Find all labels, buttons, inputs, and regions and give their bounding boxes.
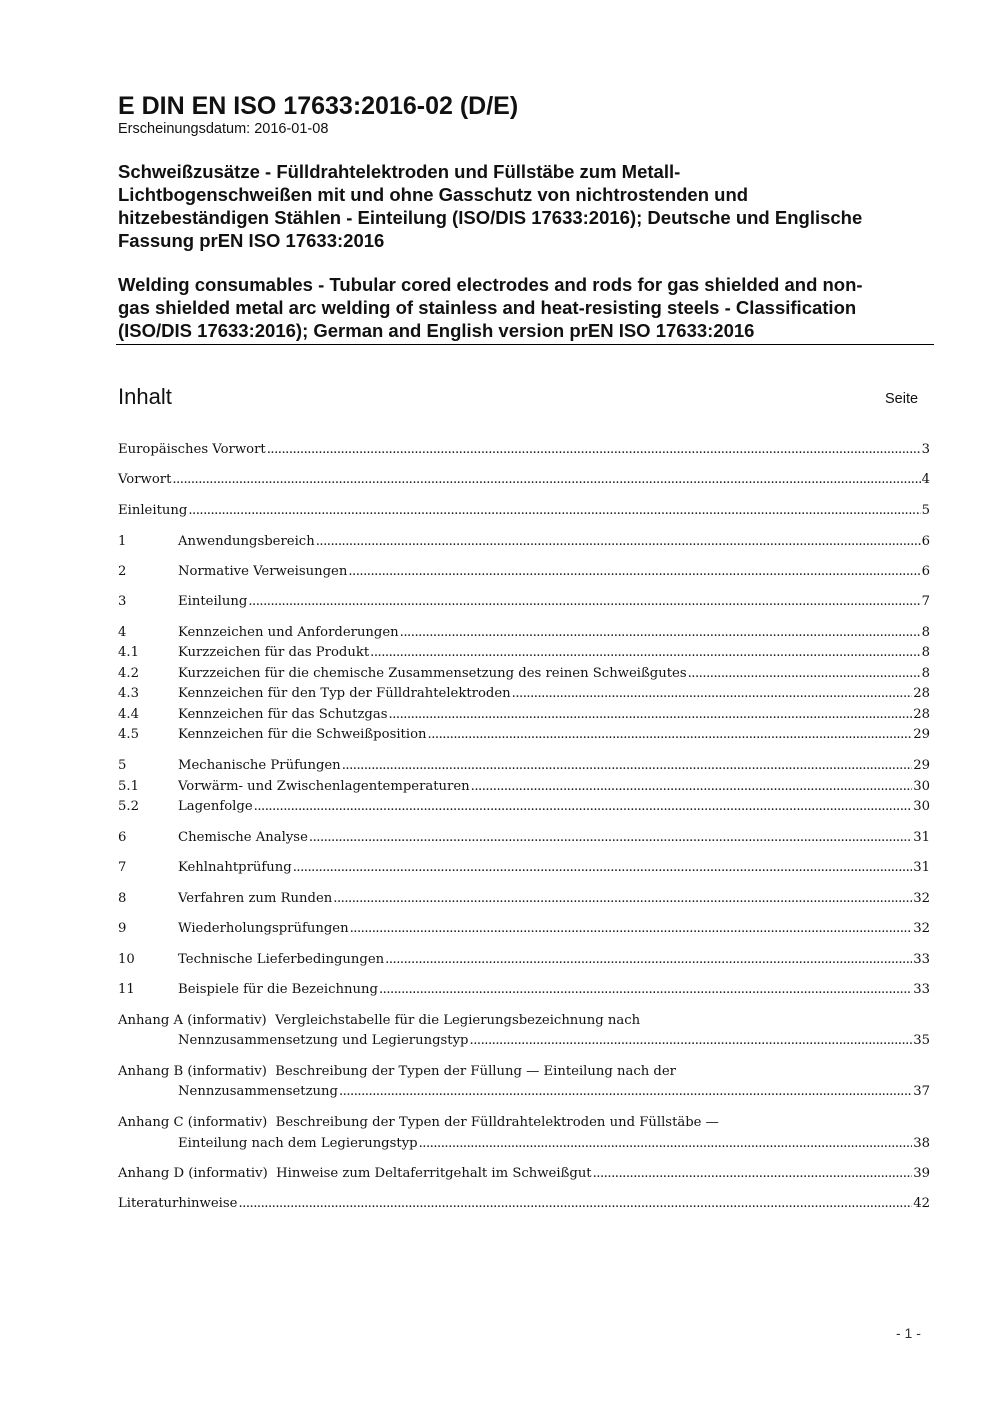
toc-annex-entry[interactable] — [118, 1011, 930, 1031]
toc-leader — [350, 919, 913, 939]
toc-entry-number: 4 — [118, 625, 127, 640]
toc-entry-page: 33 — [913, 952, 930, 967]
toc-entry-number: 4.5 — [118, 727, 139, 742]
toc-entry-number: 7 — [118, 860, 127, 875]
toc-entry-title: Technische Lieferbedingungen — [178, 952, 385, 967]
toc-entry[interactable] — [118, 980, 930, 1000]
toc-annex-prefix: Anhang A (informativ) — [118, 1013, 267, 1028]
toc-entry-title: Kennzeichen und Anforderungen — [178, 625, 399, 640]
toc-entry-title: Vorwort — [118, 472, 172, 487]
toc-entry-number: 4.1 — [118, 645, 139, 660]
toc-annex-title-cont: Einteilung nach dem Legierungstyp — [178, 1136, 418, 1151]
toc-entry-title: Verfahren zum Runden — [178, 891, 333, 906]
toc-entry-title: Kennzeichen für die Schweißposition — [178, 727, 427, 742]
toc-entry-title: Kennzeichen für den Typ der Fülldrahtelektroden — [178, 686, 511, 701]
toc-entry[interactable] — [118, 684, 930, 704]
toc-entry-number: 8 — [118, 891, 127, 906]
toc-entry-number: 6 — [118, 830, 127, 845]
toc-entry-page: 35 — [913, 1033, 930, 1048]
toc-entry[interactable] — [118, 532, 930, 552]
toc-leader — [293, 858, 913, 878]
toc-entry-page: 39 — [913, 1166, 930, 1181]
title-german — [118, 160, 948, 252]
toc-entry-number: 10 — [118, 952, 135, 967]
toc-entry-page: 6 — [921, 564, 930, 579]
toc-entry[interactable] — [118, 889, 930, 909]
toc-annex-prefix: Anhang B (informativ) — [118, 1064, 267, 1079]
toc-leader — [379, 980, 912, 1000]
toc-leader — [333, 889, 912, 909]
toc-entry-title: Kurzzeichen für die chemische Zusammensetzung des reinen Schweißgutes — [178, 666, 687, 681]
page-number: - 1 - — [896, 1325, 921, 1341]
toc-entry-page: 29 — [913, 727, 930, 742]
toc-annex-prefix: Anhang D (informativ) — [118, 1166, 268, 1181]
publication-date: Erscheinungsdatum: 2016-01-08 — [118, 121, 329, 137]
toc-page-label: Seite — [885, 391, 919, 407]
toc-annex-title: Beschreibung der Typen der Fülldrahtelektroden und Füllstäbe — — [275, 1115, 719, 1130]
title-english-line: (ISO/DIS 17633:2016); German and English version prEN ISO 17633:2016 — [118, 320, 755, 341]
toc-entry-page: 31 — [913, 860, 930, 875]
toc-entry-number: 9 — [118, 921, 127, 936]
toc-entry-page: 7 — [921, 594, 930, 609]
toc-entry-title: Beispiele für die Bezeichnung — [178, 982, 378, 997]
toc-entry[interactable] — [118, 756, 930, 776]
toc-entry-page: 32 — [913, 921, 930, 936]
toc-leader — [400, 623, 921, 643]
toc-entry-page: 8 — [921, 666, 930, 681]
toc-entry-title: Literaturhinweise — [118, 1196, 238, 1211]
title-english-line: Welding consumables - Tubular cored electrodes and rods for gas shielded and non- — [118, 274, 863, 295]
toc-leader — [419, 1134, 913, 1154]
toc-entry[interactable] — [118, 950, 930, 970]
toc-leader — [385, 950, 912, 970]
toc-entry-number: 5 — [118, 758, 127, 773]
toc-entry-title: Lagenfolge — [178, 799, 253, 814]
toc-entry-page: 38 — [913, 1136, 930, 1151]
toc-entry[interactable] — [118, 919, 930, 939]
toc-leader — [238, 1194, 912, 1214]
toc-entry-number: 11 — [118, 982, 135, 997]
toc-entry-title: Einteilung — [178, 594, 248, 609]
toc-entry[interactable] — [118, 705, 930, 725]
toc-heading: Inhalt — [118, 384, 172, 409]
toc-entry[interactable] — [118, 562, 930, 582]
toc-entry-number: 4.2 — [118, 666, 139, 681]
toc-entry-title: Chemische Analyse — [178, 830, 308, 845]
title-german-line: Schweißzusätze - Fülldrahtelektroden und Füllstäbe zum Metall- — [118, 161, 681, 182]
toc-annex-continuation[interactable] — [178, 1082, 930, 1102]
toc-annex-title: Beschreibung der Typen der Füllung — Einteilung nach der — [275, 1064, 676, 1079]
toc-entry[interactable] — [118, 643, 930, 663]
toc-leader — [172, 470, 920, 490]
toc-annex-entry[interactable] — [118, 1113, 930, 1133]
toc-leader — [188, 501, 920, 521]
toc-entry-page: 6 — [921, 534, 930, 549]
toc-entry-title: Kehlnahtprüfung — [178, 860, 292, 875]
toc-annex-title-cont: Nennzusammensetzung und Legierungstyp — [178, 1033, 469, 1048]
toc-entry-title: Wiederholungsprüfungen — [178, 921, 349, 936]
toc-entry-title: Einleitung — [118, 503, 188, 518]
toc-entry-page: 3 — [921, 442, 930, 457]
toc-leader — [267, 440, 921, 460]
toc-entry-number: 4.4 — [118, 707, 139, 722]
toc-annex-title-cont: Nennzusammensetzung — [178, 1084, 338, 1099]
toc-entry-page: 30 — [913, 779, 930, 794]
toc-entry-page: 32 — [913, 891, 930, 906]
toc-entry-title: Mechanische Prüfungen — [178, 758, 341, 773]
toc-annex-title: Hinweise zum Deltaferritgehalt im Schweißgut — [276, 1166, 592, 1181]
toc-entry-number: 5.2 — [118, 799, 139, 814]
toc-annex-prefix: Anhang C (informativ) — [118, 1115, 268, 1130]
toc-entry-page: 8 — [921, 625, 930, 640]
title-english — [118, 273, 948, 342]
toc-entry-number: 4.3 — [118, 686, 139, 701]
toc-leader — [342, 756, 913, 776]
toc-leader — [339, 1082, 912, 1102]
toc-entry-page: 5 — [921, 503, 930, 518]
toc-leader — [316, 532, 921, 552]
toc-entry[interactable] — [118, 440, 930, 460]
toc-entry-number: 3 — [118, 594, 127, 609]
toc-entry[interactable] — [118, 777, 930, 797]
toc-annex-title: Vergleichstabelle für die Legierungsbezeichnung nach — [275, 1013, 641, 1028]
toc-leader — [688, 664, 921, 684]
toc-entry-title: Europäisches Vorwort — [118, 442, 266, 457]
toc-entry-page: 37 — [913, 1084, 930, 1099]
toc-entry[interactable] — [118, 664, 930, 684]
toc-entry[interactable] — [118, 725, 930, 745]
toc-entry[interactable] — [118, 501, 930, 521]
toc-annex-continuation[interactable] — [178, 1134, 930, 1154]
toc-leader — [248, 592, 920, 612]
toc-entry-page: 29 — [913, 758, 930, 773]
title-german-line: hitzebeständigen Stählen - Einteilung (ISO/DIS 17633:2016); Deutsche und Englische — [118, 207, 863, 228]
toc-entry-page: 31 — [913, 830, 930, 845]
title-german-line: Fassung prEN ISO 17633:2016 — [118, 230, 385, 251]
toc-entry-page: 33 — [913, 982, 930, 997]
toc-entry-page: 28 — [913, 686, 930, 701]
toc-entry-page: 28 — [913, 707, 930, 722]
toc-annex-continuation[interactable] — [178, 1031, 930, 1051]
toc-leader — [470, 1031, 913, 1051]
toc-leader — [370, 643, 920, 663]
title-english-line: gas shielded metal arc welding of stainless and heat-resisting steels - Classification — [118, 297, 857, 318]
toc-entry-page: 42 — [913, 1196, 930, 1211]
toc-annex-entry[interactable] — [118, 1062, 930, 1082]
toc-entry[interactable] — [118, 858, 930, 878]
toc-entry-title: Kennzeichen für das Schutzgas — [178, 707, 388, 722]
toc-leader — [348, 562, 920, 582]
toc-entry-page: 8 — [921, 645, 930, 660]
toc-entry-title: Vorwärm- und Zwischenlagentemperaturen — [178, 779, 470, 794]
toc-leader — [428, 725, 913, 745]
toc-entry[interactable] — [118, 623, 930, 643]
toc-entry[interactable] — [118, 828, 930, 848]
toc-leader — [593, 1164, 913, 1184]
toc-entry-number: 5.1 — [118, 779, 139, 794]
toc-entry-number: 2 — [118, 564, 127, 579]
toc-entry-title: Anwendungsbereich — [178, 534, 315, 549]
toc-entry[interactable] — [118, 470, 930, 490]
toc-leader — [309, 828, 912, 848]
toc-entry-page: 30 — [913, 799, 930, 814]
toc-annex-entry[interactable] — [118, 1164, 930, 1184]
toc-leader — [471, 777, 913, 797]
title-german-line: Lichtbogenschweißen mit und ohne Gasschutz von nichtrostenden und — [118, 184, 749, 205]
toc-entry-number: 1 — [118, 534, 127, 549]
toc-entry-title: Normative Verweisungen — [178, 564, 348, 579]
toc-entry-page: 4 — [921, 472, 930, 487]
document-id: E DIN EN ISO 17633:2016-02 (D/E) — [118, 92, 519, 120]
toc-entry[interactable] — [118, 797, 930, 817]
toc-leader — [389, 705, 913, 725]
toc-entry-bibliography[interactable] — [118, 1194, 930, 1214]
toc-leader — [512, 684, 913, 704]
toc-entry-title: Kurzzeichen für das Produkt — [178, 645, 370, 660]
title-divider — [116, 344, 934, 345]
toc-entry[interactable] — [118, 592, 930, 612]
toc-leader — [254, 797, 913, 817]
